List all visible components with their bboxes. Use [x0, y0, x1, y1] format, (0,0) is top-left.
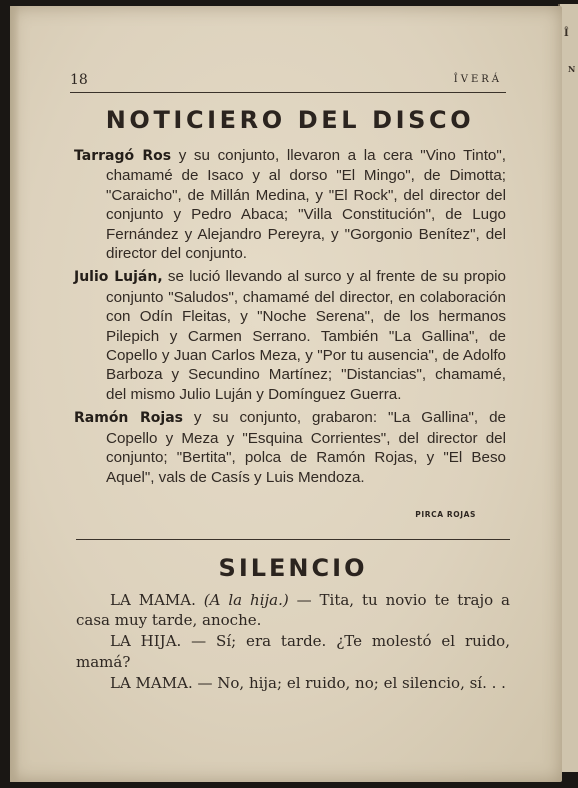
magazine-name: ÎVERÁ	[453, 74, 502, 85]
dialogue-text: — Sí; era tarde. ¿Te molestó el ruido, mamá?	[76, 632, 510, 671]
dialogue-text: — Tita, tu novio te trajo a casa muy tarde, anoche.	[76, 591, 510, 630]
speaker-name: LA MAMA.	[110, 591, 196, 609]
dialogue-line	[76, 590, 510, 630]
article-title: NOTICIERO DEL DISCO	[105, 106, 475, 134]
entry-text: se lució llevando al surco y al frente de su propio conjunto "Saludos", chamamé del director, en colaboración con Odín Fleitas, y "Noche Serena", de los hermanos Pilepich y Carmen Serrano. También "La Gallina", de Copello y Juan Carlos Meza, y "Por tu ausencia", de Adolfo Barboza y Secundino Martínez; "Distancias", chamamé, del mismo Julio Luján y Domínguez Guerra.	[106, 268, 506, 403]
dialogue-text: — No, hija; el ruido, no; el silencio, sí. . .	[192, 673, 506, 692]
entry-text: y su conjunto, llevaron a la cera "Vino Tinto", chamamé de Isaco y al dorso "El Mingo", de Dimotta; "Caraicho", de Millán Medina, y "El Rock", del director del conjunto y Pedro Abaca; "Villa Constitución", de Lugo Fernández y Alejandro Pereyra, y "Gorgonio Benítez", del director del conjunto.	[106, 147, 506, 263]
dialogue-line	[76, 673, 510, 693]
adjacent-page-fragment: N	[568, 64, 576, 74]
section-divider	[76, 539, 510, 540]
header-rule	[70, 92, 506, 93]
adjacent-page-fragment: Î	[564, 28, 569, 39]
news-entry	[74, 146, 506, 263]
page-number: 18	[70, 72, 88, 88]
record-news-list	[74, 146, 506, 491]
section-title: SILENCIO	[218, 554, 368, 582]
page-binding-shadow	[10, 6, 20, 782]
entry-text: y su conjunto, grabaron: "La Gallina", de Copello y Meza y "Esquina Corrientes", del director del conjunto; "Bertita", polca de Ramón Rojas, y "El Beso Aquel", vals de Casís y Luis Mendoza.	[106, 409, 506, 486]
dialogue-block	[76, 590, 510, 694]
dialogue-line	[76, 631, 510, 671]
news-entry	[74, 267, 506, 404]
speaker-name: LA HIJA.	[110, 632, 182, 651]
artist-name: Julio Luján,	[74, 269, 163, 286]
news-entry	[74, 408, 506, 487]
speaker-name: LA MAMA.	[110, 673, 193, 692]
author-signature: PIRCA ROJAS	[415, 510, 476, 519]
artist-name: Tarragó Ros	[74, 148, 172, 164]
artist-name: Ramón Rojas	[74, 410, 183, 427]
page-header	[70, 72, 506, 92]
stage-direction: (A la hija.)	[203, 591, 289, 609]
